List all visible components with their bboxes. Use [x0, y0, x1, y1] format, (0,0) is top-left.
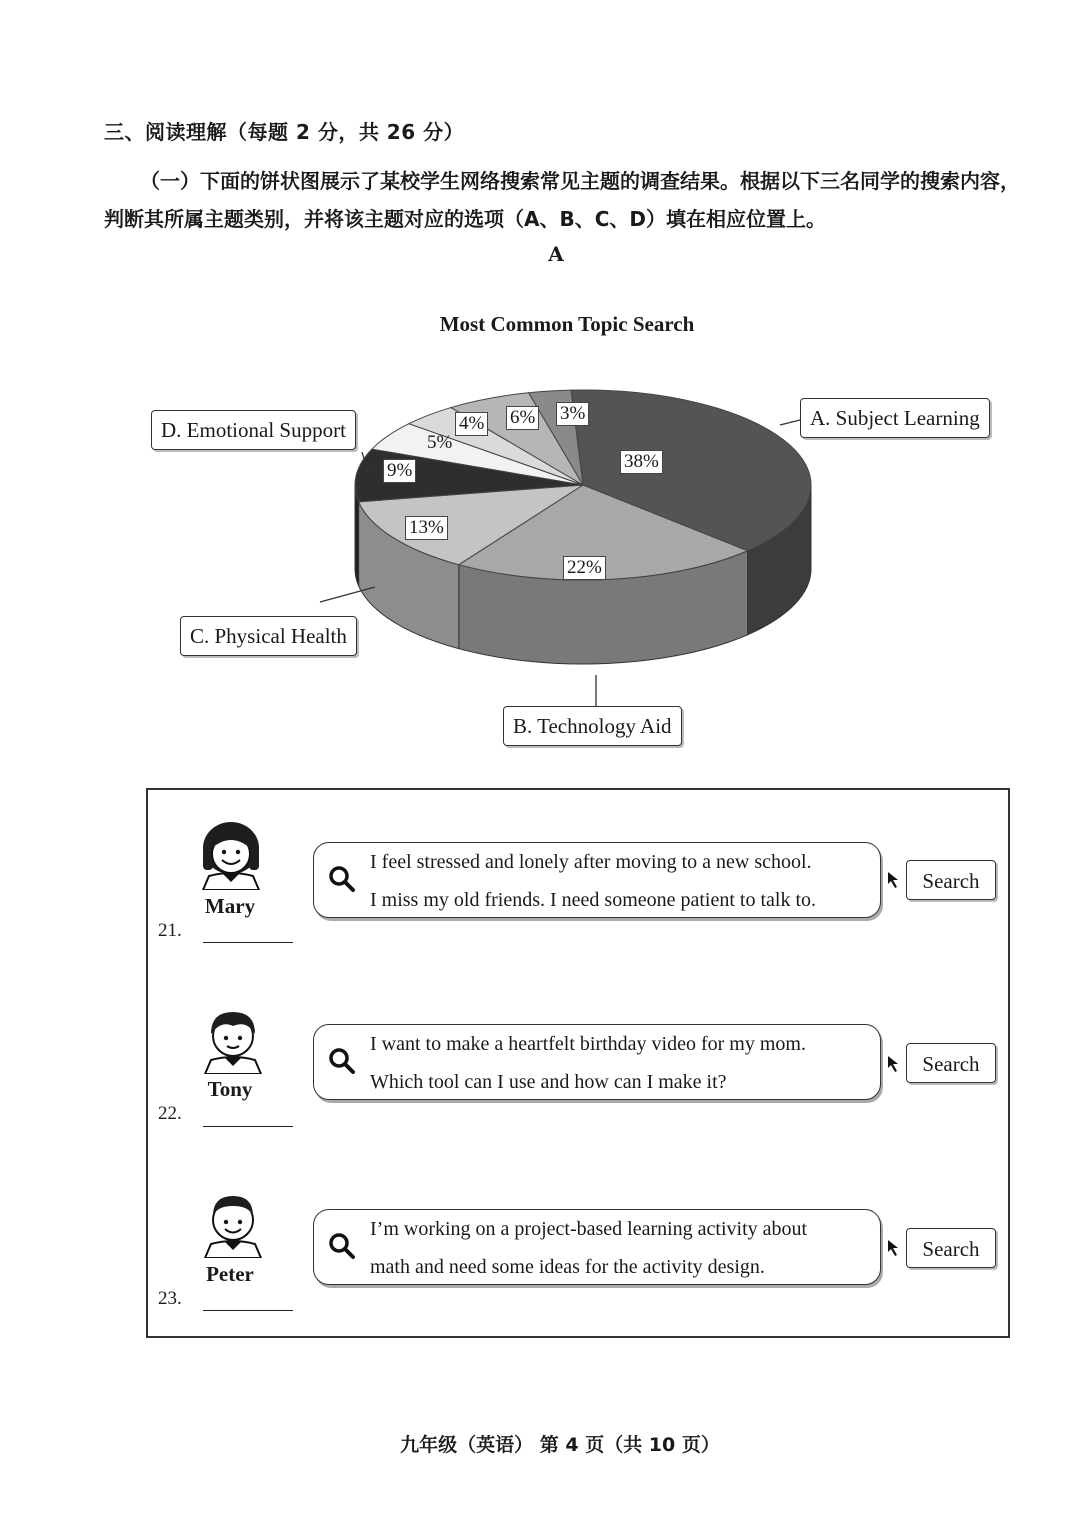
girl-avatar-icon	[195, 818, 267, 890]
magnifier-icon	[328, 865, 356, 893]
category-c-box: C. Physical Health	[180, 616, 357, 656]
category-a-box: A. Subject Learning	[800, 398, 990, 438]
search-query-box-22[interactable]	[313, 1024, 881, 1100]
student-name-tony: Tony	[207, 1077, 253, 1101]
student-name-mary: Mary	[204, 894, 256, 918]
instruction-text: （一）下面的饼状图展示了某校学生网络搜索常见主题的调查结果。根据以下三名同学的搜索内容，判断其所属主题类别，并将该主题对应的选项（A、B、C、D）填在相应位置上。	[104, 169, 1020, 231]
query-text-line1: I want to make a heartfelt birthday video for my mom.	[370, 1033, 806, 1055]
query-text-line1: I’m working on a project-based learning activity about	[370, 1218, 808, 1240]
question-number-22: 22.	[158, 1103, 182, 1124]
answer-blank-21[interactable]	[203, 942, 293, 943]
cursor-arrow-icon	[886, 870, 902, 890]
search-query-box-21[interactable]	[313, 842, 881, 918]
search-query-box-23[interactable]	[313, 1209, 881, 1285]
slice-label-4: 4%	[455, 412, 488, 436]
magnifier-icon	[328, 1232, 356, 1260]
query-text-line2: Which tool can I use and how can I make it?	[370, 1071, 727, 1093]
search-button-21[interactable]: Search	[906, 860, 996, 900]
section-heading: 三、阅读理解（每题 2 分，共 26 分）	[104, 120, 465, 144]
query-text-line2: I miss my old friends. I need someone patient to talk to.	[370, 889, 817, 911]
search-button-22[interactable]: Search	[906, 1043, 996, 1083]
query-text-line1: I feel stressed and lonely after moving to a new school.	[370, 851, 812, 873]
cursor-arrow-icon	[886, 1238, 902, 1258]
question-number-23: 23.	[158, 1288, 182, 1309]
slice-label-5: 5%	[427, 432, 453, 453]
query-text-line2: math and need some ideas for the activity design.	[370, 1256, 765, 1278]
boy-avatar-icon	[197, 1002, 269, 1074]
passage-label: A	[548, 242, 564, 266]
category-d-box: D. Emotional Support	[151, 410, 356, 450]
question-number-21: 21.	[158, 920, 182, 941]
student-name-peter: Peter	[206, 1262, 254, 1286]
search-button-23[interactable]: Search	[906, 1228, 996, 1268]
chart-title: Most Common Topic Search	[439, 312, 695, 336]
slice-label-9: 9%	[383, 459, 416, 483]
answer-blank-22[interactable]	[203, 1126, 293, 1127]
slice-label-13: 13%	[405, 516, 448, 540]
answer-blank-23[interactable]	[203, 1310, 293, 1311]
slice-label-6: 6%	[506, 406, 539, 430]
magnifier-icon	[328, 1047, 356, 1075]
page-footer: 九年级（英语） 第 4 页（共 10 页）	[400, 1434, 720, 1456]
category-b-box: B. Technology Aid	[503, 706, 682, 746]
boy-avatar-icon	[197, 1186, 269, 1258]
cursor-arrow-icon	[886, 1054, 902, 1074]
slice-label-3: 3%	[556, 402, 589, 426]
slice-label-38: 38%	[620, 450, 663, 474]
slice-label-22: 22%	[563, 556, 606, 580]
